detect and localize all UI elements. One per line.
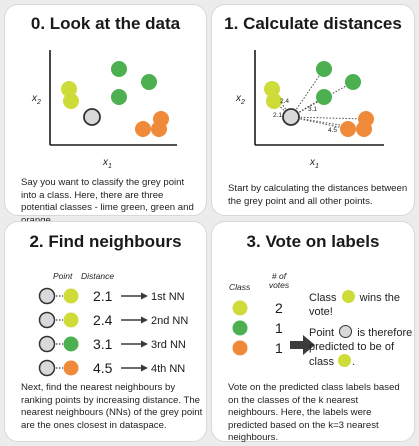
- orange-point: [340, 121, 356, 137]
- result-class-label: Class: [309, 292, 337, 304]
- vote-row: [233, 340, 284, 356]
- panel-title: 1. Calculate distances: [224, 14, 402, 33]
- green-class-swatch: [233, 321, 248, 336]
- lime-point: [64, 313, 79, 328]
- distance-value: 4.5: [93, 360, 113, 376]
- lime-point: [63, 93, 79, 109]
- prediction-statement: [309, 325, 413, 369]
- rank-label: 3rd NN: [151, 339, 186, 351]
- distance-label: 4.5: [328, 127, 338, 134]
- column-header-point: Point: [53, 271, 73, 281]
- panel-find-neighbours: [4, 221, 207, 442]
- green-point: [111, 89, 127, 105]
- grey-point: [40, 361, 55, 376]
- grey-point: [40, 337, 55, 352]
- grey-point: [283, 109, 299, 125]
- predicted-class-swatch: [338, 354, 351, 367]
- scatter-plot: [5, 5, 208, 170]
- panel-description: Start by calculating the distances between the grey point and all other points.: [228, 183, 408, 207]
- green-point: [64, 337, 79, 352]
- panel-description: Next, find the nearest neighbours by ranking points by increasing distance. The nearest neighbours (NNs) of the grey point are the ones closest in dataspace.: [21, 382, 203, 431]
- orange-point: [356, 121, 372, 137]
- neighbour-row: [40, 312, 189, 328]
- rank-label: 4th NN: [151, 363, 186, 375]
- panel-description: Vote on the predicted class labels based on the classes of the k nearest neighbours. Here, the labels were predicted based on the k=3 nearest neighbours.: [228, 382, 400, 444]
- distance-value: 2.1: [93, 288, 113, 304]
- distance-value: 2.4: [93, 312, 113, 328]
- grey-point-swatch: [339, 325, 352, 338]
- result-wins-text: wins the vote!: [309, 292, 400, 318]
- rank-label: 2nd NN: [151, 315, 189, 327]
- vote-count: 2: [275, 300, 283, 316]
- result-predicted-text: is therefore predicted to be of class: [309, 327, 413, 368]
- panel-description: Say you want to classify the grey point into a class. Here, there are three potential classes - lime green, green and: [21, 177, 194, 214]
- distance-plot: [212, 5, 416, 170]
- orange-point: [135, 121, 151, 137]
- grey-point: [84, 109, 100, 125]
- result-statement: [309, 290, 413, 319]
- panel-title: 2. Find neighbours: [29, 232, 182, 251]
- lime-point: [64, 289, 79, 304]
- vote-row: [233, 320, 284, 336]
- panel-look-at-data: [4, 4, 207, 216]
- x-axis-label: $x_1$: [310, 157, 319, 170]
- vote-count: 1: [275, 320, 283, 336]
- distance-label: 2.4: [280, 98, 290, 105]
- panel-title: 0. Look at the data: [30, 14, 181, 33]
- lime-class-swatch: [233, 301, 248, 316]
- arrow-head: [141, 317, 148, 324]
- winning-class-swatch: [342, 290, 355, 303]
- y-axis-label: $x_2$: [32, 93, 41, 106]
- green-point: [316, 61, 332, 77]
- grey-point: [40, 289, 55, 304]
- orange-class-swatch: [233, 341, 248, 356]
- column-header-votes: # of votes: [268, 271, 290, 290]
- y-axis-label: $x_2$: [236, 93, 245, 106]
- x-axis-label: $x_1$: [103, 157, 112, 170]
- column-header-distance: Distance: [81, 271, 115, 281]
- neighbour-row: [40, 288, 185, 304]
- neighbour-row: [40, 336, 186, 352]
- vote-count: 1: [275, 340, 283, 356]
- column-header-class: Class: [229, 282, 251, 292]
- distance-label: 3.1: [308, 106, 318, 113]
- green-point: [111, 61, 127, 77]
- panel-vote-on-labels: [211, 221, 415, 442]
- result-point-label: Point: [309, 327, 335, 339]
- neighbour-row: [40, 360, 186, 376]
- grey-point: [40, 313, 55, 328]
- panel-title: 3. Vote on labels: [246, 232, 380, 251]
- arrow-head: [141, 293, 148, 300]
- orange-point: [151, 121, 167, 137]
- rank-label: 1st NN: [151, 291, 185, 303]
- arrow-head: [141, 365, 148, 372]
- green-point: [345, 74, 361, 90]
- green-point: [316, 89, 332, 105]
- result-period: .: [352, 356, 356, 368]
- distance-value: 3.1: [93, 336, 113, 352]
- green-point: [141, 74, 157, 90]
- vote-row: [233, 300, 284, 316]
- distance-label: 2.1: [273, 112, 283, 119]
- arrow-head: [141, 341, 148, 348]
- panel-calculate-distances: [211, 4, 415, 216]
- orange-point: [64, 361, 79, 376]
